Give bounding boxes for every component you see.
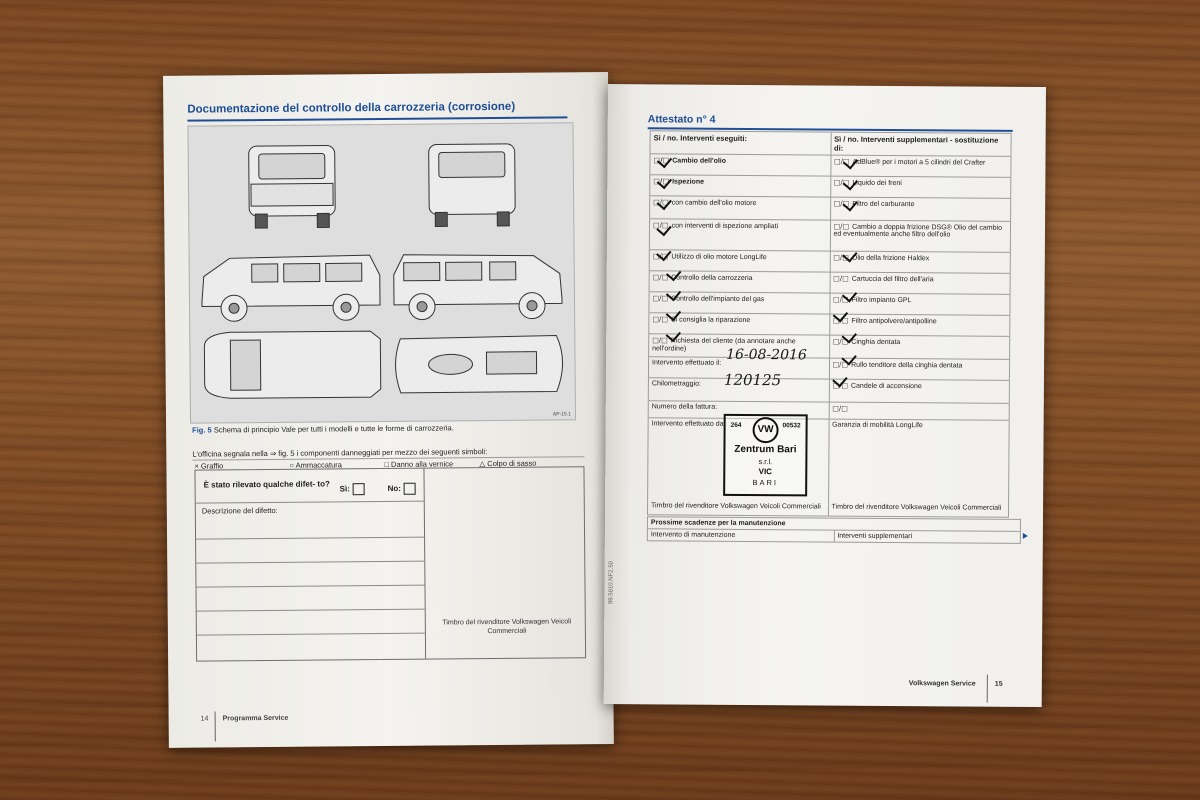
footer-title: Programma Service <box>222 714 289 723</box>
handwritten-mileage: 120125 <box>723 370 782 390</box>
grid-row: □/□ Controllo dell'impianto del gas □/□ Filtro impianto GPL <box>648 292 1010 316</box>
grid-row: □/□ con interventi di ispezione ampliati □/□ Cambio a doppia frizione DSG® Olio del cambio ed eventualmente anche filtro dell'olio <box>649 219 1011 253</box>
grid-row: □/□ Ispezione □/□ Liquido dei freni <box>649 175 1011 199</box>
defect-question: È stato rilevato qualche difet- to? <box>203 479 330 490</box>
grid-header: Sì / no. Interventi eseguiti: Sì / no. Interventi supplementari - sostituzione di: <box>650 130 1012 157</box>
next-maintenance-table: Prossime scadenze per la manutenzione Intervento di manutenzione Interventi supplementari <box>647 516 1021 544</box>
handwritten-date: 16-08-2016 <box>726 346 807 364</box>
left-page <box>163 72 614 748</box>
page-title: Documentazione del controllo della carrozzeria (corrosione) <box>187 100 516 116</box>
right-page <box>604 84 1046 707</box>
vw-logo-icon: VW <box>752 417 778 443</box>
no-option: No: <box>388 483 416 495</box>
defect-table <box>194 466 586 661</box>
vehicle-diagram <box>187 122 576 423</box>
legend-dent: ○ Ammaccatura <box>289 460 342 470</box>
yes-checkbox[interactable] <box>353 483 365 495</box>
grid-row: Numero della fattura: □/□ <box>648 401 1010 421</box>
title-rule <box>187 116 567 121</box>
side-code: 99.5810.NF2.50 <box>608 560 615 605</box>
grid-row: Chilometraggio: □/□ Candele di accensione <box>648 378 1010 404</box>
figure-caption: Fig. 5 Schema di principio Vale per tutti i modelli e tutte le forme di carrozzeria. <box>192 423 454 435</box>
defect-description-label: Descrizione del difetto: <box>201 505 278 516</box>
grid-row: □/□ con cambio dell'olio motore □/□ Filtro del carburante <box>649 196 1011 222</box>
van-schematic-icon <box>188 123 575 422</box>
grid-row: Intervento effettuato il: □/□ Rullo tenditore della cinghia dentata <box>648 357 1010 381</box>
legend-scratch: × Graffio <box>194 461 224 471</box>
page-number: 15 <box>994 680 1003 688</box>
left-footer <box>200 714 289 723</box>
grid-row: □/□ Utilizzo di olio motore LongLife □/□ Olio della frizione Haldex <box>649 250 1011 274</box>
right-footer <box>908 680 1003 688</box>
yes-option: Sì: <box>340 483 365 495</box>
next-maintenance-label: Intervento di manutenzione <box>648 529 835 541</box>
stamp-caption-right: Timbro del rivenditore Volkswagen Veicoli Commerciali <box>831 503 1002 512</box>
grid-row: □/□ Controllo della carrozzeria □/□ Cartuccia del filtro dell'aria <box>649 271 1011 295</box>
legend-intro: L'officina segnala nella ⇒ fig. 5 i componenti danneggiati per mezzo dei seguenti simboli: <box>192 447 488 459</box>
certificate-title: Attestato n° 4 <box>647 113 716 126</box>
grid-row: □/□ Richiesta del cliente (da annotare anche nell'ordine) □/□ Cinghia dentata <box>648 334 1010 360</box>
legend-paint-damage: □ Danno alla vernice <box>384 459 454 469</box>
no-checkbox[interactable] <box>404 483 416 495</box>
page-number: 14 <box>200 715 209 723</box>
service-grid <box>647 130 1012 518</box>
arrow-right-icon <box>1023 533 1028 539</box>
grid-row: □/□ Cambio dell'olio □/□ AdBlue® per i motori a 5 cilindri del Crafter <box>649 154 1011 178</box>
footer-title: Volkswagen Service <box>908 680 976 688</box>
grid-row: □/□ Si consiglia la riparazione □/□ Filtro antipolvere/antipolline <box>648 313 1010 337</box>
grid-row-stamp: Intervento effettuato da Timbro del rivenditore Volkswagen Veicoli Commerciali Garanzia di mobilità LongLife Timbro del rivenditore Volkswagen Veicoli Commerciali <box>647 418 1010 518</box>
dealer-stamp-note: Timbro del rivenditore Volkswagen Veicoli Commerciali <box>442 618 572 636</box>
stamp-caption-left: Timbro del rivenditore Volkswagen Veicoli Commerciali <box>651 502 821 511</box>
diagram-code: AP-15.1 <box>552 411 572 418</box>
next-extra-label: Interventi supplementari <box>837 532 913 541</box>
legend-stone-chip: △ Colpo di sasso <box>479 458 537 469</box>
dealer-stamp: 264 00532 VW Zentrum Bari s.r.l. VIC BARI <box>723 414 808 497</box>
